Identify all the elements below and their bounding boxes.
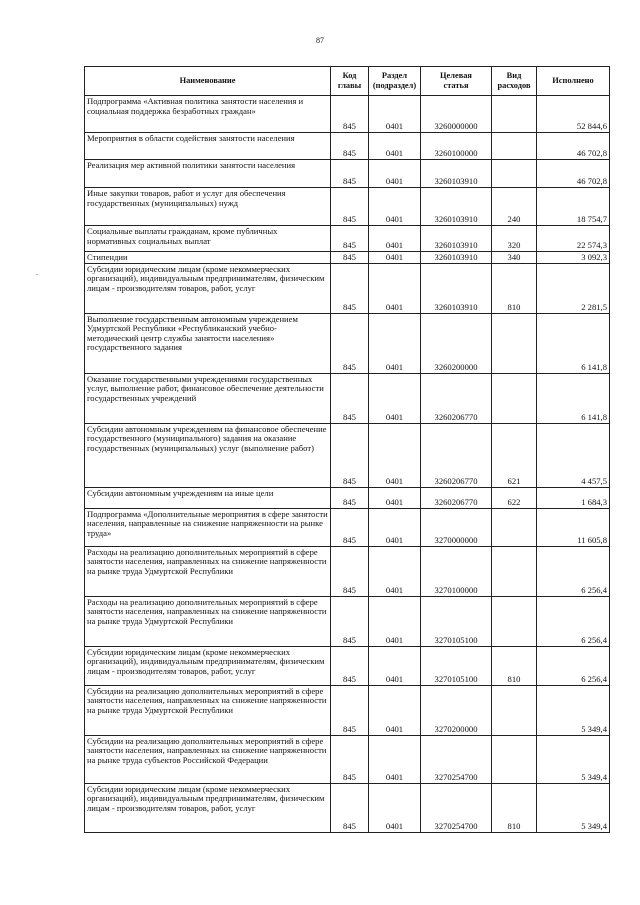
cell-name: Субсидии автономным учреждениям на иные цели [85, 487, 331, 508]
cell-article: 3270200000 [421, 685, 492, 735]
cell-amount: 5 349,4 [537, 735, 610, 783]
cell-name: Субсидии на реализацию дополнительных мероприятий в сфере занятости населения, направленных на снижение напряженности на рынке труда Удмуртской Республики [85, 685, 331, 735]
cell-expense [492, 373, 537, 423]
cell-name: Субсидии юридическим лицам (кроме некоммерческих организаций), индивидуальным предпринимателям, физическим лицам - производителям товаров, работ, услуг [85, 646, 331, 685]
cell-code: 845 [331, 133, 369, 160]
cell-expense: 621 [492, 423, 537, 487]
cell-code: 845 [331, 373, 369, 423]
cell-amount: 5 349,4 [537, 783, 610, 832]
page-number: 87 [316, 36, 324, 45]
header-section: Раздел (подраздел) [369, 67, 421, 96]
cell-article: 3260103910 [421, 188, 492, 226]
cell-expense [492, 160, 537, 188]
cell-name: Субсидии на реализацию дополнительных мероприятий в сфере занятости населения, направленных на снижение напряженности на рынке труда субъектов Российской Федерации [85, 735, 331, 783]
cell-expense: 810 [492, 646, 537, 685]
table-row [85, 596, 610, 646]
cell-section: 0401 [369, 313, 421, 373]
cell-article: 3270000000 [421, 508, 492, 546]
cell-code: 845 [331, 508, 369, 546]
cell-article: 3270105100 [421, 596, 492, 646]
cell-name: Подпрограмма «Активная политика занятости населения и социальная поддержка безработных граждан» [85, 96, 331, 133]
cell-expense: 810 [492, 263, 537, 313]
header-amount: Исполнено [537, 67, 610, 96]
table-row [85, 160, 610, 188]
cell-code: 845 [331, 96, 369, 133]
cell-expense [492, 735, 537, 783]
cell-expense: 320 [492, 226, 537, 252]
cell-amount: 6 256,4 [537, 646, 610, 685]
cell-name: Социальные выплаты гражданам, кроме публичных нормативных социальных выплат [85, 226, 331, 252]
cell-section: 0401 [369, 735, 421, 783]
cell-expense: 340 [492, 252, 537, 264]
table-row [85, 487, 610, 508]
cell-article: 3270100000 [421, 546, 492, 596]
table-row [85, 423, 610, 487]
cell-code: 845 [331, 487, 369, 508]
cell-amount: 11 605,8 [537, 508, 610, 546]
cell-code: 845 [331, 596, 369, 646]
cell-section: 0401 [369, 646, 421, 685]
cell-section: 0401 [369, 487, 421, 508]
table-header [85, 67, 610, 96]
cell-expense [492, 546, 537, 596]
cell-amount: 46 702,8 [537, 160, 610, 188]
cell-expense: 622 [492, 487, 537, 508]
cell-section: 0401 [369, 263, 421, 313]
cell-section: 0401 [369, 783, 421, 832]
cell-section: 0401 [369, 373, 421, 423]
cell-code: 845 [331, 188, 369, 226]
cell-amount: 6 141,8 [537, 373, 610, 423]
table-row [85, 735, 610, 783]
cell-article: 3260103910 [421, 263, 492, 313]
cell-code: 845 [331, 646, 369, 685]
cell-code: 845 [331, 685, 369, 735]
table-row [85, 226, 610, 252]
cell-code: 845 [331, 546, 369, 596]
cell-expense [492, 596, 537, 646]
cell-code: 845 [331, 313, 369, 373]
cell-name: Иные закупки товаров, работ и услуг для обеспечения государственных (муниципальных) нужд [85, 188, 331, 226]
cell-article: 3260206770 [421, 373, 492, 423]
table-row [85, 252, 610, 264]
cell-name: Выполнение государственным автономным учреждением Удмуртской Республики «Республиканский учебно-методический центр службы занятости населения» государственного задания [85, 313, 331, 373]
cell-name: Оказание государственными учреждениями государственных услуг, выполнение работ, финансовое обеспечение деятельности государственных учреждений [85, 373, 331, 423]
table-row [85, 96, 610, 133]
cell-section: 0401 [369, 423, 421, 487]
cell-amount: 6 256,4 [537, 596, 610, 646]
cell-section: 0401 [369, 685, 421, 735]
cell-section: 0401 [369, 252, 421, 264]
cell-article: 3260000000 [421, 96, 492, 133]
table-row [85, 263, 610, 313]
table-row [85, 646, 610, 685]
cell-name: Мероприятия в области содействия занятости населения [85, 133, 331, 160]
cell-section: 0401 [369, 226, 421, 252]
table-row [85, 188, 610, 226]
cell-article: 3260206770 [421, 487, 492, 508]
cell-name: Стипендии [85, 252, 331, 264]
cell-article: 3270105100 [421, 646, 492, 685]
cell-amount: 4 457,5 [537, 423, 610, 487]
cell-name: Подпрограмма «Дополнительные мероприятия в сфере занятости населения, направленные на снижение напряженности на рынке труда» [85, 508, 331, 546]
header-expense: Вид расходов [492, 67, 537, 96]
table-row [85, 783, 610, 832]
cell-name: Субсидии юридическим лицам (кроме некоммерческих организаций), индивидуальным предпринимателям, физическим лицам - производителям товаров, работ, услуг [85, 783, 331, 832]
cell-code: 845 [331, 735, 369, 783]
cell-section: 0401 [369, 96, 421, 133]
cell-name: Реализация мер активной политики занятости населения [85, 160, 331, 188]
cell-code: 845 [331, 226, 369, 252]
cell-code: 845 [331, 252, 369, 264]
header-article: Целевая статья [421, 67, 492, 96]
cell-name: Субсидии автономным учреждениям на финансовое обеспечение государственного (муниципального) задания на оказание государственных (муниципальных) услуг (выполнение работ) [85, 423, 331, 487]
cell-expense [492, 313, 537, 373]
cell-amount: 46 702,8 [537, 133, 610, 160]
cell-expense: 810 [492, 783, 537, 832]
cell-article: 3260200000 [421, 313, 492, 373]
cell-article: 3270254700 [421, 783, 492, 832]
table-row [85, 373, 610, 423]
cell-code: 845 [331, 783, 369, 832]
cell-article: 3260103910 [421, 252, 492, 264]
table-row [85, 508, 610, 546]
budget-table [84, 66, 610, 833]
cell-expense [492, 133, 537, 160]
cell-name: Субсидии юридическим лицам (кроме некоммерческих организаций), индивидуальным предпринимателям, физическим лицам - производителям товаров, работ, услуг [85, 263, 331, 313]
table-row [85, 546, 610, 596]
cell-name: Расходы на реализацию дополнительных мероприятий в сфере занятости населения, направленных на снижение напряженности на рынке труда Удмуртской Республики [85, 546, 331, 596]
cell-article: 3260103910 [421, 160, 492, 188]
cell-section: 0401 [369, 596, 421, 646]
cell-article: 3260206770 [421, 423, 492, 487]
cell-amount: 22 574,3 [537, 226, 610, 252]
cell-section: 0401 [369, 133, 421, 160]
cell-section: 0401 [369, 160, 421, 188]
cell-article: 3260103910 [421, 226, 492, 252]
cell-amount: 52 844,6 [537, 96, 610, 133]
cell-amount: 2 281,5 [537, 263, 610, 313]
cell-amount: 6 141,8 [537, 313, 610, 373]
cell-name: Расходы на реализацию дополнительных мероприятий в сфере занятости населения, направленных на снижение напряженности на рынке труда Удмуртской Республики [85, 596, 331, 646]
table-row [85, 685, 610, 735]
cell-amount: 1 684,3 [537, 487, 610, 508]
cell-amount: 6 256,4 [537, 546, 610, 596]
cell-expense [492, 508, 537, 546]
table-row [85, 133, 610, 160]
margin-mark: . [36, 268, 38, 277]
cell-amount: 18 754,7 [537, 188, 610, 226]
cell-code: 845 [331, 423, 369, 487]
header-name: Наименование [85, 67, 331, 96]
cell-expense: 240 [492, 188, 537, 226]
cell-amount: 3 092,3 [537, 252, 610, 264]
cell-expense [492, 685, 537, 735]
cell-section: 0401 [369, 508, 421, 546]
cell-article: 3270254700 [421, 735, 492, 783]
table-row [85, 313, 610, 373]
header-code: Код главы [331, 67, 369, 96]
cell-amount: 5 349,4 [537, 685, 610, 735]
cell-expense [492, 96, 537, 133]
cell-article: 3260100000 [421, 133, 492, 160]
cell-code: 845 [331, 160, 369, 188]
cell-section: 0401 [369, 546, 421, 596]
cell-code: 845 [331, 263, 369, 313]
cell-section: 0401 [369, 188, 421, 226]
